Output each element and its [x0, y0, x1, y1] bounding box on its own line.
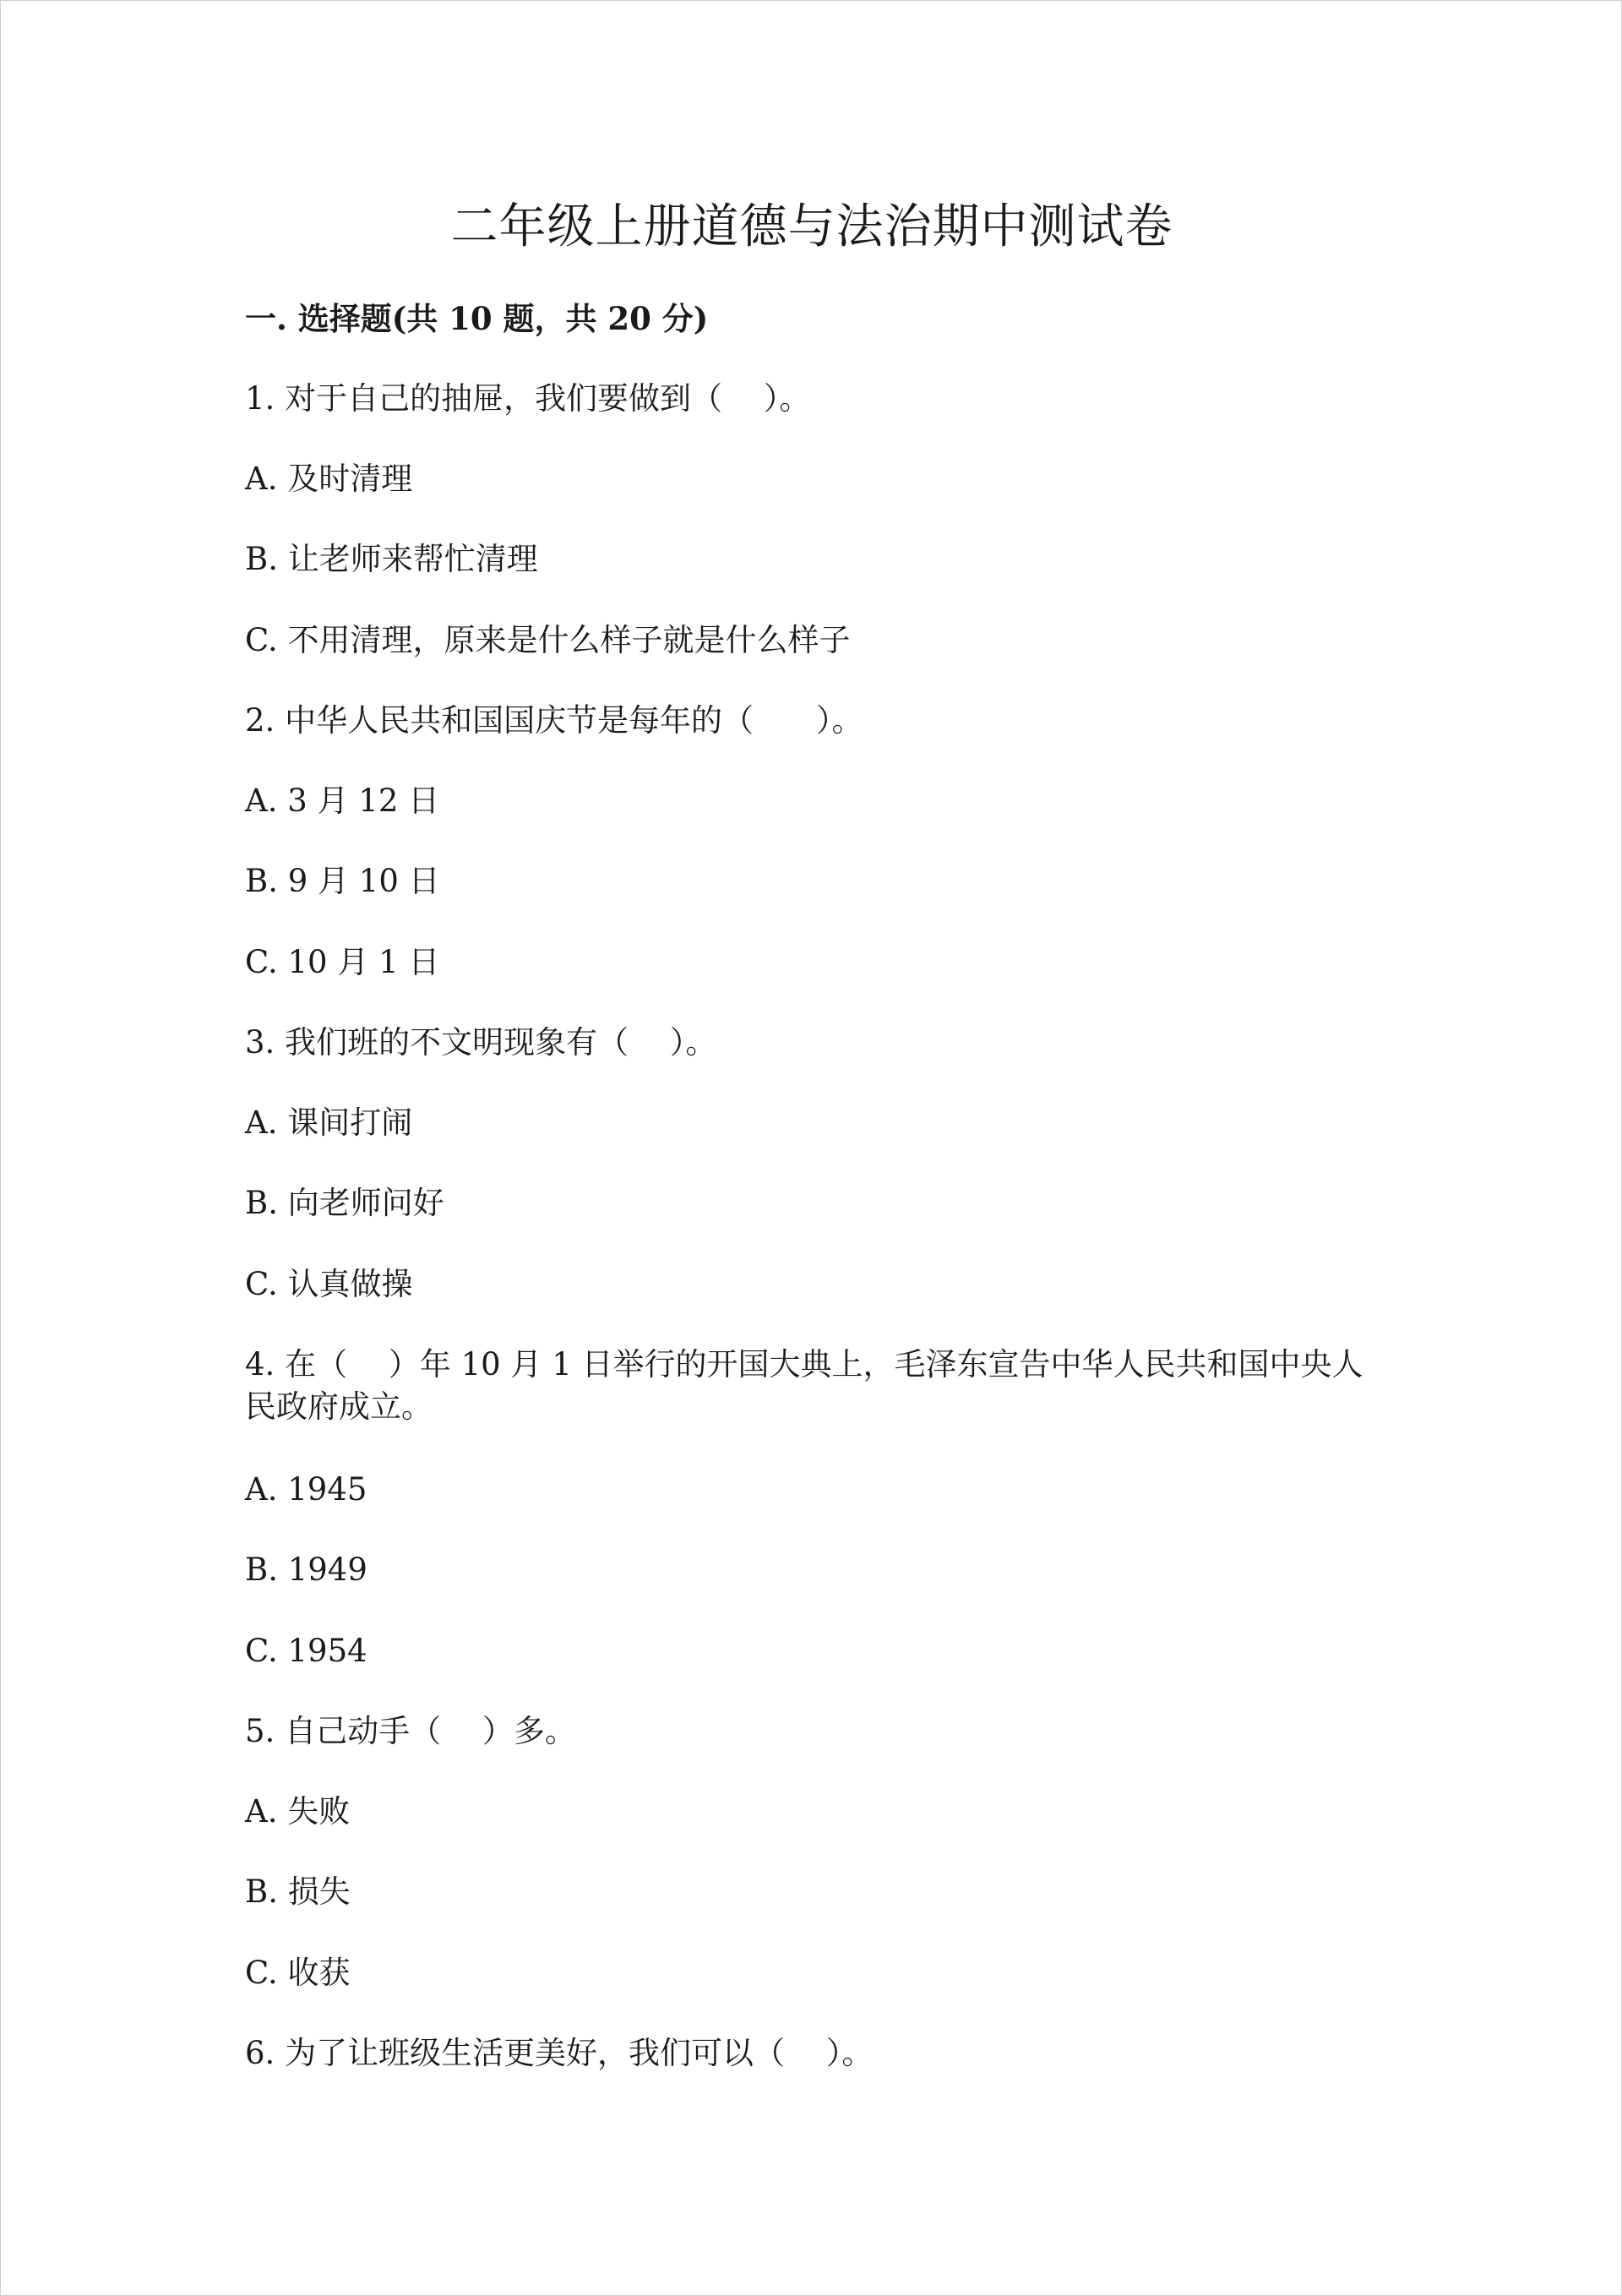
question-option: C. 1954: [245, 1633, 367, 1669]
question-stem: 1. 对于自己的抽屉，我们要做到（ ）。: [245, 380, 811, 417]
document-title: 二年级上册道德与法治期中测试卷: [450, 199, 1173, 254]
question-option: B. 让老师来帮忙清理: [245, 541, 538, 577]
section-heading: 一. 选择题(共 10 题，共 20 分): [245, 300, 709, 337]
question-stem: 5. 自己动手（ ）多。: [245, 1713, 576, 1749]
question-option: B. 损失: [245, 1873, 351, 1910]
question-option: A. 失败: [245, 1793, 351, 1830]
question-option: C. 不用清理，原来是什么样子就是什么样子: [245, 622, 851, 658]
question-option: A. 1945: [245, 1471, 367, 1508]
question-option: A. 3 月 12 日: [245, 783, 440, 819]
question-option: B. 向老师问好: [245, 1185, 444, 1221]
question-stem: 6. 为了让班级生活更美好，我们可以（ ）。: [245, 2035, 874, 2071]
question-option: C. 收获: [245, 1955, 351, 1991]
question-option: A. 及时清理: [245, 461, 413, 497]
question-stem: 2. 中华人民共和国国庆节是每年的（ ）。: [245, 702, 863, 739]
question-option: A. 课间打闹: [245, 1104, 413, 1141]
question-stem: 3. 我们班的不文明现象有（ ）。: [245, 1024, 717, 1061]
question-option: C. 认真做操: [245, 1266, 413, 1302]
question-option: B. 1949: [245, 1552, 367, 1588]
question-option: B. 9 月 10 日: [245, 863, 440, 899]
question-option: C. 10 月 1 日: [245, 944, 440, 980]
question-stem: 4. 在（ ）年 10 月 1 日举行的开国大典上，毛泽东宣告中华人民共和国中央人民政府成立。: [245, 1346, 1363, 1425]
